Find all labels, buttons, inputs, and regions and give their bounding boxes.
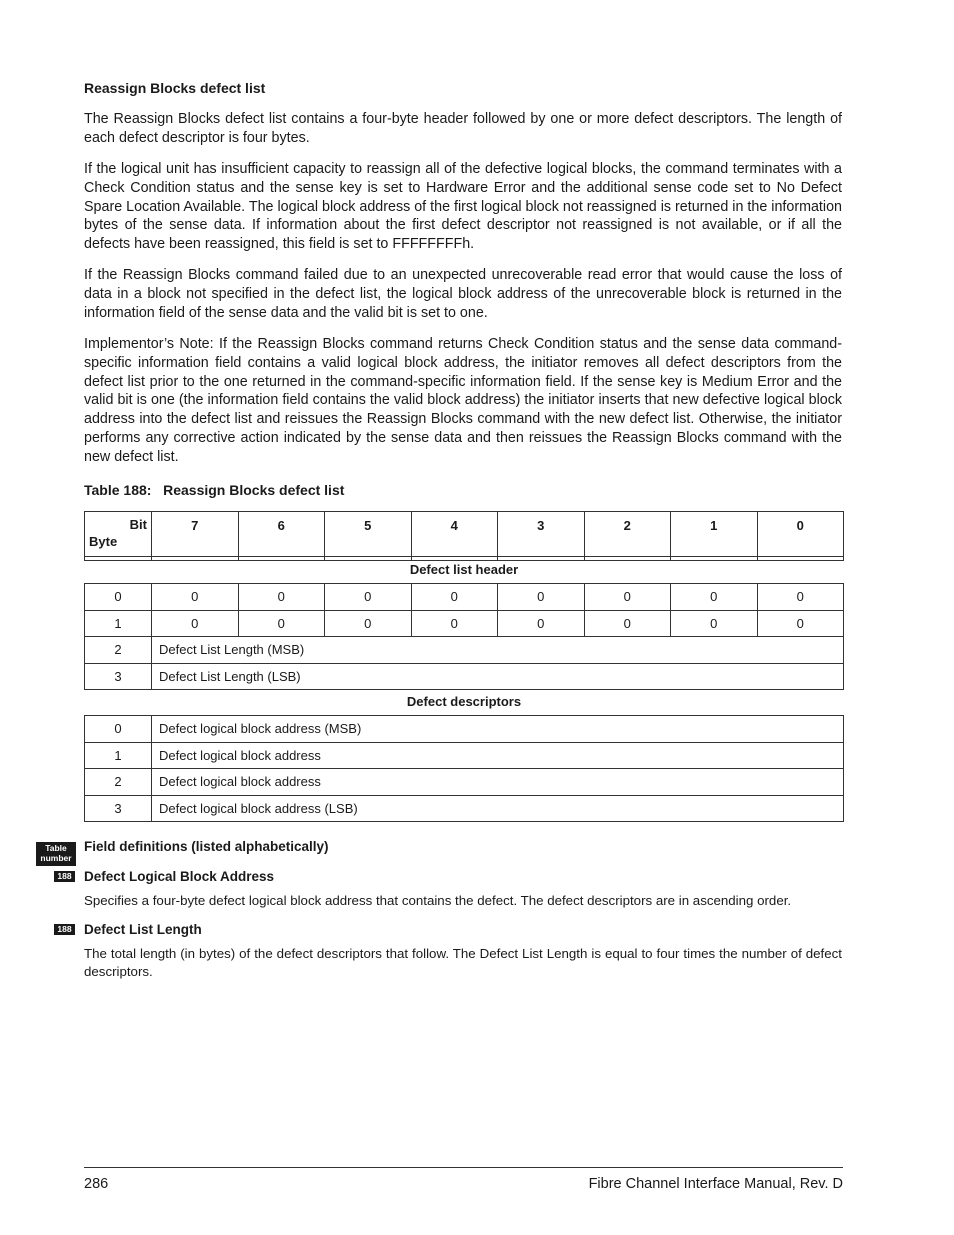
field-name: Defect List Length [84,922,202,937]
bit-header: 4 [411,512,498,561]
bit-header: 7 [152,512,239,561]
section-title: Reassign Blocks defect list [84,80,266,96]
bit-cell: 0 [411,610,498,637]
bit-label: Bit [129,517,147,532]
table-row [85,769,844,796]
table-row [85,610,844,637]
bit-cell: 0 [152,610,239,637]
bit-header: 2 [584,512,671,561]
byte-cell: 3 [85,663,152,690]
bit-cell: 0 [584,584,671,611]
field-cell: Defect logical block address (MSB) [152,716,844,743]
bit-cell: 0 [411,584,498,611]
byte-cell: 3 [85,795,152,822]
bit-cell: 0 [238,610,325,637]
field-cell: Defect logical block address [152,769,844,796]
group-title-defect-list-header: Defect list header [409,562,519,577]
table-row [85,663,844,690]
paragraph: The Reassign Blocks defect list contains a four-byte header followed by one or more defect descriptors. The length of each defect descriptor is four bytes. [84,111,842,146]
bit-cell: 0 [671,610,758,637]
defect-list-header-rows [84,583,844,690]
bit-cell: 0 [757,610,844,637]
bit-cell: 0 [498,584,585,611]
paragraph: If the Reassign Blocks command failed due to an unexpected unrecoverable read error that would cause the loss of data in a block not specified in the defect list, the logical block address of the unrecoverable block is returned in the information field of the sense data and the valid bit is set to one. [84,267,842,321]
table-row [85,637,844,664]
page-number: 286 [84,1176,109,1192]
bit-cell: 0 [584,610,671,637]
paragraph: If the logical unit has insufficient capacity to reassign all of the defective logical blocks, the command terminates with a Check Condition status and the sense key is set to Hardware Error and the additional sense code set to No Defect Spare Location Available. The logical block address of the first logical block not reassigned is returned in the information bytes of the sense data. If information about the first defect descriptor not reassigned is not available, or if all the defects have been reassigned, this field is set to FFFFFFFFh. [84,161,842,253]
bit-cell: 0 [152,584,239,611]
bit-cell: 0 [325,610,412,637]
tag-line: Table [45,843,67,853]
bit-header: 6 [238,512,325,561]
table-row [85,584,844,611]
field-description: Specifies a four-byte defect logical block address that contains the defect. The defect descriptors are in ascending order. [84,893,792,908]
paragraph: Implementor’s Note: If the Reassign Blocks command returns Check Condition status and the sense data command-specific information field contains a valid logical block address, the initiator removes all defect descriptors from the defect list prior to the one returned in the command-specific information field. If the sense key is Medium Error and the valid bit is one (the information field contains the valid block address) the initiator inserts that new defective logical block address into the defect list and reissues the Reassign Blocks command with the new defect list. Otherwise, the initiator performs any corrective action indicated by the sense data and then reissues the Reassign Blocks command with the new defect list. [84,336,842,465]
byte-cell: 2 [85,637,152,664]
bit-cell: 0 [238,584,325,611]
field-definitions-title: Field definitions (listed alphabetically) [84,839,329,854]
bit-cell: 0 [757,584,844,611]
field-cell: Defect List Length (MSB) [152,637,844,664]
bit-cell: 0 [498,610,585,637]
bit-header: 0 [757,512,844,561]
byte-cell: 1 [85,610,152,637]
defect-descriptor-rows [84,715,844,822]
table-ref-tag: 188 [54,924,75,935]
table-row [85,742,844,769]
footer-rule [84,1167,843,1168]
field-name: Defect Logical Block Address [84,869,275,884]
table-row [85,716,844,743]
field-cell: Defect logical block address [152,742,844,769]
byte-cell: 0 [85,716,152,743]
bit-header: 5 [325,512,412,561]
field-cell: Defect List Length (LSB) [152,663,844,690]
table-row [85,795,844,822]
table-caption: Table 188: Reassign Blocks defect list [84,482,345,498]
header-double-rule [84,554,844,557]
table-number-tag [36,842,76,866]
bit-cell: 0 [325,584,412,611]
tag-line: number [40,853,72,863]
field-description: The total length (in bytes) of the defect descriptors that follow. The Defect List Length is equal to four times the number of defect descriptors. [84,946,842,979]
bit-cell: 0 [671,584,758,611]
byte-cell: 1 [85,742,152,769]
bit-header: 3 [498,512,585,561]
field-cell: Defect logical block address (LSB) [152,795,844,822]
group-title-defect-descriptors: Defect descriptors [406,694,522,709]
manual-title: Fibre Channel Interface Manual, Rev. D [588,1176,843,1192]
table-ref-tag: 188 [54,871,75,882]
byte-cell: 0 [85,584,152,611]
bit-header: 1 [671,512,758,561]
byte-label: Byte [89,534,118,549]
byte-cell: 2 [85,769,152,796]
